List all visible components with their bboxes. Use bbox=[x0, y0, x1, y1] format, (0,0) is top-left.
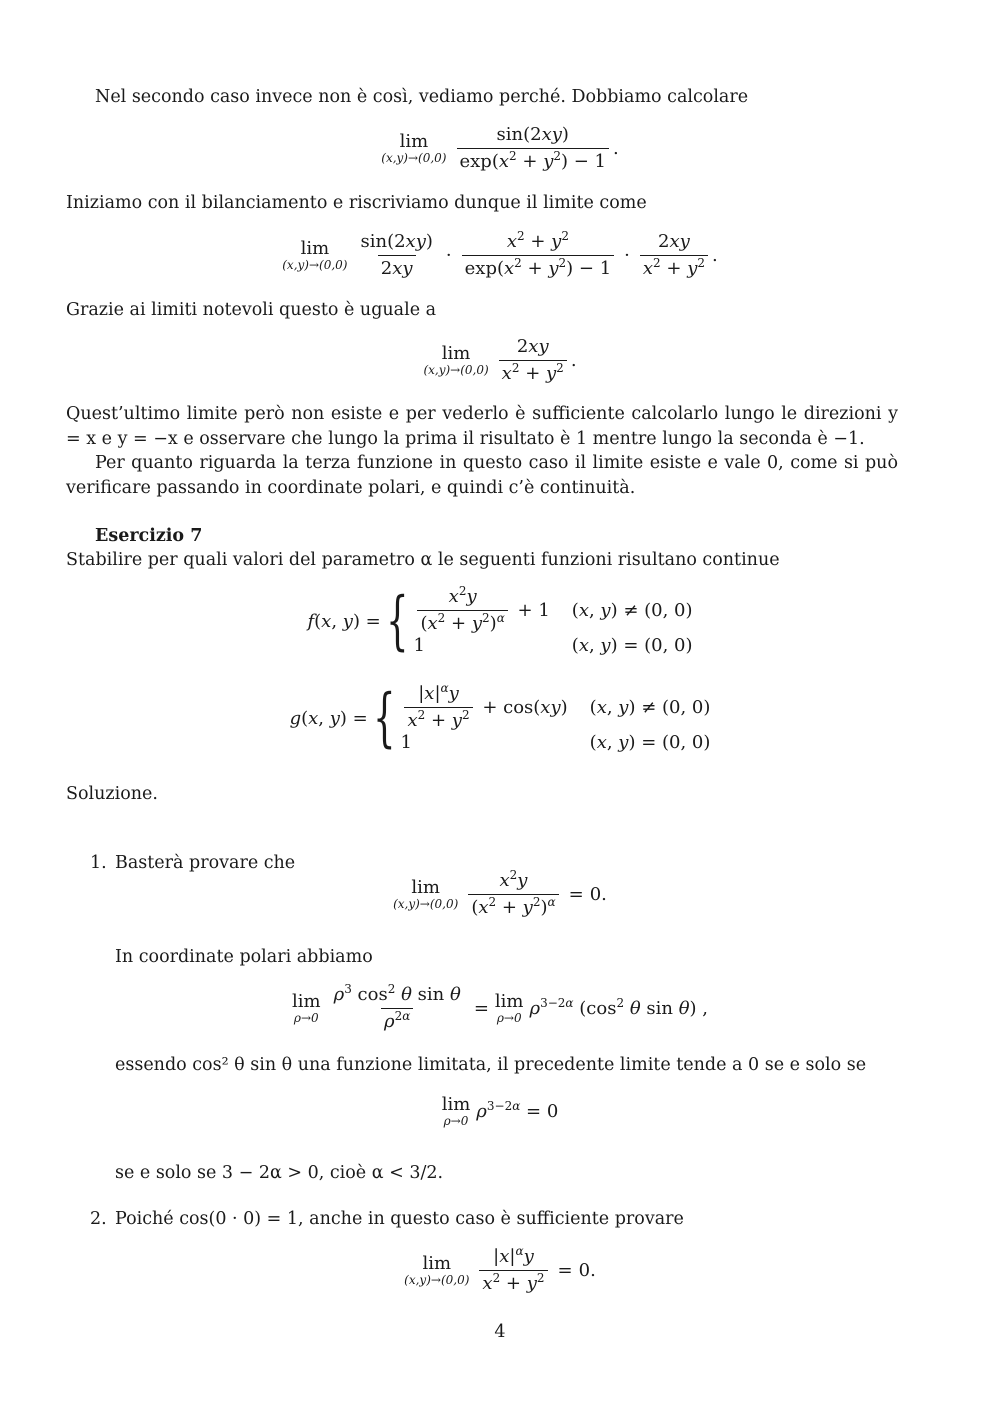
paragraph-nonexistence: Quest’ultimo limite però non esiste e per vederlo è sufficiente calcolarlo lungo le direzioni y = x e y = −x e osservare che lungo la prima il risultato è 1 mentre lungo la seconda è −1. bbox=[66, 404, 898, 449]
equation-f-definition: f(x, y) = { $\frac{x^2y}{(x^2 + y^2)^\alpha}$ + 1 (x, y) ≠ (0, 0) 1 (x, y) = (0, 0) bbox=[307, 584, 693, 658]
equation-g-definition: g(x, y) = { $\frac{|x|^\alpha y}{x^2 + y^2}$ + cos( xy ) (x, y) ≠ (0, 0) 1 (x, y) = (0, 0) bbox=[289, 681, 711, 755]
equation-polar: lim ρ→0 $\frac{\rho^3 \cos^2 \theta \sin \theta}{\rho^{2\alpha}}$ = lim ρ→0 $\rho^{3-2\alpha}$ ($\cos^2$ θ sin θ) , bbox=[292, 982, 708, 1032]
exercise-title: Esercizio 7 bbox=[95, 526, 203, 546]
equation-limit-2: lim (x,y)→(0,0) $\frac{\sin(2xy)}{2xy}$ · $\frac{x^2 + y^2}{\exp(x^2 + y^2) - 1}$ · $\frac{2xy}{x^2 + y^2}$ . bbox=[282, 229, 718, 279]
list-item-2-marker: 2. bbox=[90, 1209, 107, 1229]
equation-limit-1: lim (x,y)→(0,0) $\frac{\sin(2xy)}{\exp(x^2 + y^2) - 1}$ . bbox=[381, 124, 619, 172]
paragraph-notable-limits: Grazie ai limiti notevoli questo è uguale a bbox=[66, 300, 437, 320]
equation-limit-3: lim (x,y)→(0,0) $\frac{2xy}{x^2 + y^2}$ . bbox=[423, 336, 577, 384]
paragraph-intro: Nel secondo caso invece non è così, vediamo perché. Dobbiamo calcolare bbox=[95, 87, 749, 107]
list-item-1-text: Basterà provare che bbox=[115, 853, 296, 873]
list-item-1-bounded: essendo cos² θ sin θ una funzione limitata, il precedente limite tende a 0 se e solo se bbox=[115, 1055, 867, 1075]
paragraph-third-function: Per quanto riguarda la terza funzione in questo caso il limite esiste e vale 0, come si può verificare passando in coordinate polari, e quindi c’è continuità. bbox=[66, 453, 898, 498]
list-item-1-polar: In coordinate polari abbiamo bbox=[115, 947, 373, 967]
exercise-statement: Stabilire per quali valori del parametro α le seguenti funzioni risultano continue bbox=[66, 550, 780, 570]
list-item-1-marker: 1. bbox=[90, 853, 107, 873]
page-number: 4 bbox=[494, 1322, 506, 1342]
equation-limit-5: lim (x,y)→(0,0) $\frac{|x|^\alpha y}{x^2 + y^2}$ = 0. bbox=[404, 1244, 596, 1294]
equation-rho-limit: lim ρ→0 $\rho^{3-2\alpha} = 0$ bbox=[441, 1094, 559, 1128]
equation-limit-4: lim (x,y)→(0,0) $\frac{x^2y}{(x^2 + y^2)^\alpha}$ = 0. bbox=[393, 868, 607, 918]
paragraph-balance: Iniziamo con il bilanciamento e riscriviamo dunque il limite come bbox=[66, 193, 647, 213]
list-item-2-text: Poiché cos(0 · 0) = 1, anche in questo caso è sufficiente provare bbox=[115, 1209, 684, 1229]
list-item-1-conclusion: se e solo se 3 − 2α > 0, cioè α < 3/2. bbox=[115, 1163, 444, 1183]
solution-label: Soluzione. bbox=[66, 784, 158, 804]
